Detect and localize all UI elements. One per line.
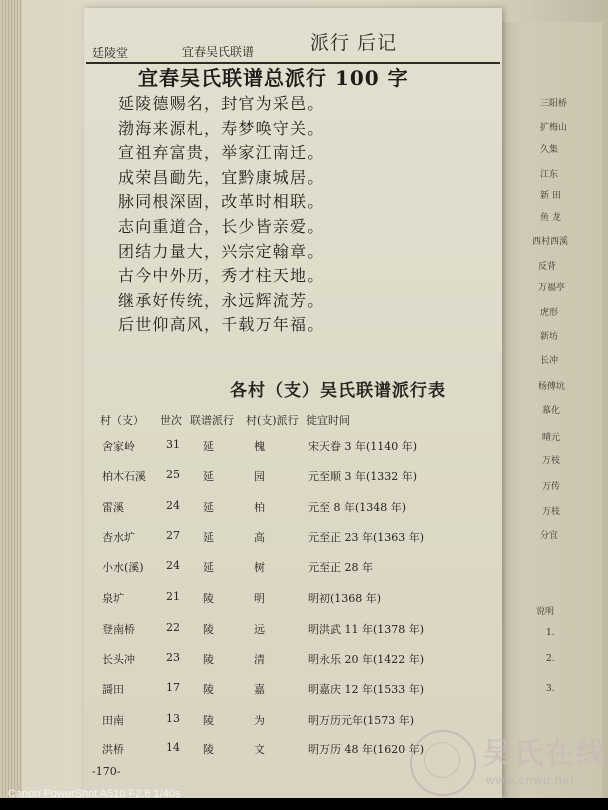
table-cell-time: 宋天眷 3 年(1140 年) [308,440,418,453]
page-number: -170- [92,765,121,778]
right-page-label: 杨傅坑 [538,382,566,392]
table-cell-generation: 25 [166,468,180,481]
table-cell-village-pai: 嘉 [254,683,265,696]
poem-line: 古今中外历，秀才柱天地。 [118,266,325,286]
poem-line: 成荣昌勔先，宜黔康城居。 [118,167,325,187]
table-header-generation: 世次 [160,414,182,427]
table-cell-village-pai: 柏 [254,501,265,514]
table-cell-pai: 陵 [203,743,214,756]
table-cell-time: 明洪武 11 年(1378 年) [308,623,425,636]
table-cell-village: 雷溪 [102,501,124,514]
table-cell-generation: 24 [166,499,180,512]
right-page-label: 万枝 [542,507,561,517]
table-cell-village: 登南桥 [102,623,135,636]
table-cell-pai: 延 [203,531,214,544]
poem-line: 继承好传统，永远辉流芳。 [118,290,325,310]
table-row [0,559,418,591]
right-page-label: 扩梅山 [540,123,568,133]
table-cell-time: 元至正 28 年 [308,561,373,574]
table-cell-village-pai: 远 [254,623,265,636]
table-row [0,468,418,500]
right-page-label: 2. [546,654,555,664]
table-cell-time: 明初(1368 年) [308,592,382,605]
table-cell-time: 元至正 23 年(1363 年) [308,531,425,544]
table-cell-generation: 31 [166,438,180,451]
right-page-label: 万福亭 [538,283,566,293]
table-row [0,681,425,713]
table-title: 各村（支）吴氏联谱派行表 [230,381,446,401]
table-cell-village: 洪桥 [102,743,124,756]
table-row [0,621,425,653]
table-header-pai: 联谱派行 [190,414,234,427]
right-page-label: 3. [546,684,555,694]
table-cell-village-pai: 文 [254,743,265,756]
table-cell-village-pai: 为 [254,714,265,727]
right-page-label: 久集 [540,145,559,155]
table-cell-generation: 22 [166,621,180,634]
table-row [0,499,418,531]
table-row [0,651,425,683]
table-header-time: 徙宜时间 [306,414,350,427]
table-cell-pai: 陵 [203,623,214,636]
right-page [502,22,602,810]
table-cell-generation: 13 [166,712,180,725]
right-page-label: 鱼 龙 [540,213,561,223]
table-cell-time: 元至顺 3 年(1332 年) [308,470,418,483]
right-page-label: 1. [546,628,555,638]
right-page-label: 说明 [536,607,555,617]
right-page-label: 三阳桥 [540,99,568,109]
table-cell-pai: 延 [203,470,214,483]
table-cell-pai: 延 [203,561,214,574]
poem-line: 宣祖弃富贵，举家江南迁。 [118,143,325,163]
table-cell-time: 明万历元年(1573 年) [308,714,415,727]
watermark-url: www.cnwu.net [486,773,575,787]
table-cell-village: 謌田 [102,683,124,696]
table-cell-generation: 27 [166,529,180,542]
table-cell-village: 田南 [102,714,124,727]
table-cell-pai: 延 [203,501,214,514]
table-cell-village: 长头冲 [102,653,135,666]
table-cell-village-pai: 树 [254,561,265,574]
table-header-village-pai: 村(支)派行 [246,414,299,427]
table-cell-village-pai: 明 [254,592,265,605]
camera-info: Canon PowerShot A510 F2.6 1/40s [8,788,181,800]
table-header-village: 村（支） [100,414,144,427]
table-cell-pai: 陵 [203,683,214,696]
table-cell-village: 泉圹 [102,592,124,605]
poem-line: 志向重道合，长少皆亲爱。 [118,216,325,236]
table-row [0,438,418,470]
poem-line: 脉同根深固，改革时相联。 [118,192,325,212]
table-row [0,529,425,561]
table-cell-village-pai: 槐 [254,440,265,453]
poem-line: 延陵德赐名，封官为采邑。 [118,94,325,113]
table-cell-pai: 延 [203,440,214,453]
table-cell-time: 明万历 48 年(1620 年) [308,743,425,756]
right-page-label: 分宜 [540,531,559,541]
table-row [0,590,418,622]
table-cell-time: 明嘉庆 12 年(1533 年) [308,683,425,696]
table-cell-generation: 23 [166,651,180,664]
table-cell-village-pai: 园 [254,470,265,483]
right-page-label: 江东 [540,170,559,180]
poem-line: 团结力量大，兴宗定翰章。 [118,241,325,261]
table-cell-pai: 陵 [203,653,214,666]
table-cell-village-pai: 清 [254,653,265,666]
right-page-label: 虎形 [540,308,559,318]
right-page-label: 长冲 [540,356,559,366]
header-book-title: 宜春吴氏联谱 [182,45,255,59]
table-cell-village: 舍家岭 [102,440,135,453]
header-hall-name: 廷陵堂 [92,46,129,60]
table-cell-generation: 17 [166,681,180,694]
table-cell-village: 小水(溪) [102,561,144,574]
table-cell-generation: 24 [166,559,180,572]
header-section-title: 派行 后记 [310,32,398,54]
table-row [0,712,418,744]
table-cell-village-pai: 高 [254,531,265,544]
right-page-label: 万枝 [542,456,561,466]
watermark-logo-inner-icon [424,742,460,778]
table-cell-village: 杏水圹 [102,531,135,544]
table-cell-pai: 陵 [203,714,214,727]
table-cell-time: 明永乐 20 年(1422 年) [308,653,425,666]
table-cell-village: 柏木石溪 [102,470,146,483]
poem-block [118,92,324,338]
table-cell-generation: 14 [166,741,180,754]
table-row [0,741,425,773]
watermark-text: 吴氏在线 [483,736,608,770]
page-title: 宜春吴氏联谱总派行 100 字 [138,66,409,90]
right-page-label: 西村西溪 [532,237,569,247]
right-page-label: 万传 [542,482,561,492]
right-page-label: 新 田 [540,191,561,201]
right-page-label: 慕化 [542,406,561,416]
poem-line: 后世仰高风，千载万年福。 [118,315,325,335]
right-page-label: 反背 [538,262,557,272]
table-cell-time: 元至 8 年(1348 年) [308,501,407,514]
right-page-label: 晴元 [542,433,561,443]
table-cell-generation: 21 [166,590,180,603]
poem-line: 渤海来源札，寿梦唤守关。 [118,118,325,138]
right-page-label: 新坊 [540,332,559,342]
table-cell-pai: 陵 [203,592,214,605]
